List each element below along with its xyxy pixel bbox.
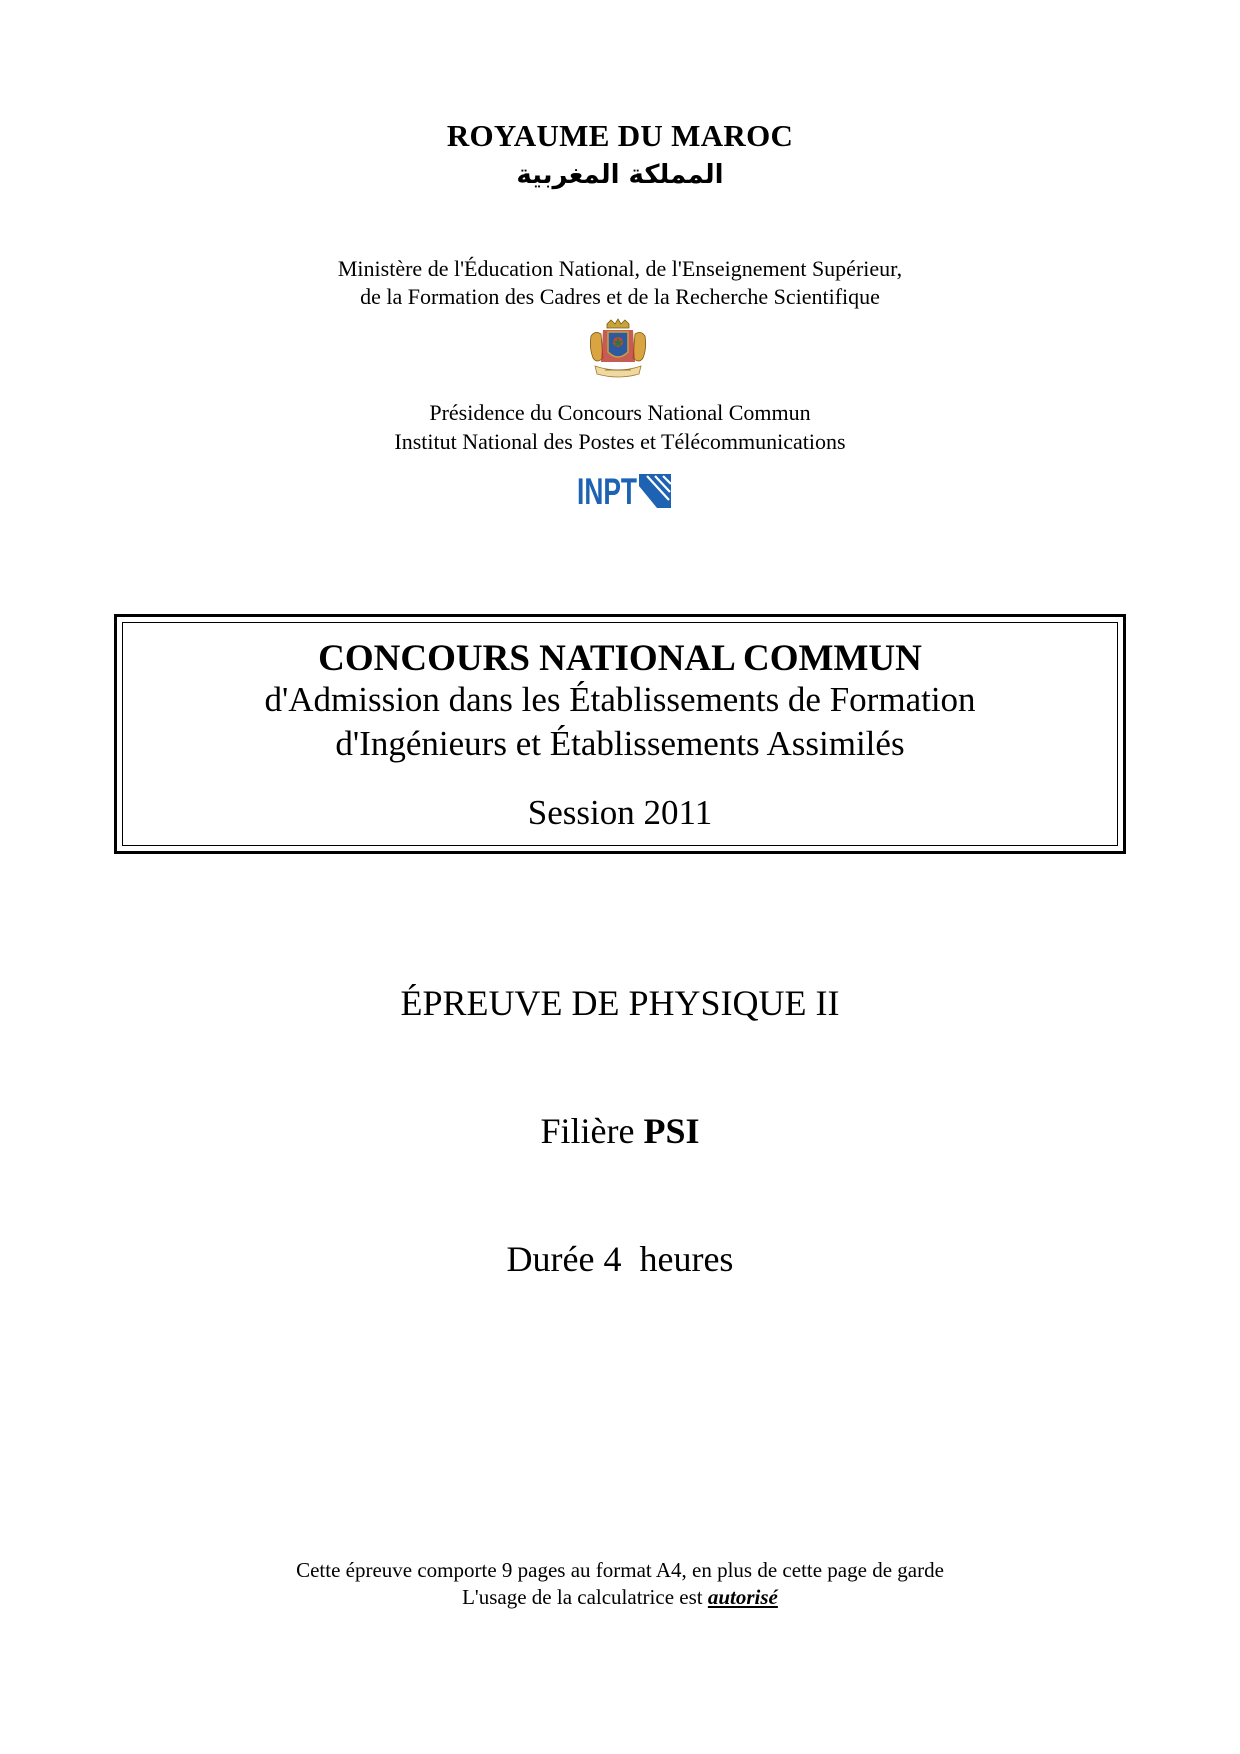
track-label: Filière: [540, 1111, 644, 1151]
presidency-line-2: Institut National des Postes et Télécommunications: [394, 429, 846, 454]
country-name: ROYAUME DU MAROC: [446, 118, 794, 153]
contest-subtitle-2: d'Ingénieurs et Établissements Assimilés: [335, 724, 905, 763]
exam-track: [0, 1110, 1240, 1152]
presidency-line-1: Présidence du Concours National Commun: [429, 400, 811, 425]
calculator-note: [0, 1585, 1240, 1610]
inpt-logo-text: INPT: [577, 471, 638, 512]
contest-title: CONCOURS NATIONAL COMMUN: [318, 638, 922, 679]
ministry-line-2: de la Formation des Cadres et de la Recherche Scientifique: [360, 284, 880, 309]
inpt-logo: [577, 466, 671, 512]
ministry-line-1: Ministère de l'Éducation National, de l'Enseignement Supérieur,: [337, 256, 903, 281]
pages-note: Cette épreuve comporte 9 pages au format A4, en plus de cette page de garde: [296, 1558, 944, 1582]
country-name-arabic: المملكة المغربية: [516, 160, 724, 190]
exam-title: ÉPREUVE DE PHYSIQUE II: [400, 983, 840, 1023]
contest-title-box: [114, 614, 1126, 854]
contest-session: Session 2011: [527, 793, 713, 832]
calculator-note-prefix: L'usage de la calculatrice est: [462, 1585, 708, 1609]
exam-duration: Durée 4 heures: [506, 1239, 734, 1279]
track-value: PSI: [643, 1111, 700, 1151]
calculator-permission: autorisé: [707, 1585, 778, 1609]
coat-of-arms-icon: [585, 318, 651, 384]
contest-subtitle-1: d'Admission dans les Établissements de Formation: [264, 680, 976, 719]
